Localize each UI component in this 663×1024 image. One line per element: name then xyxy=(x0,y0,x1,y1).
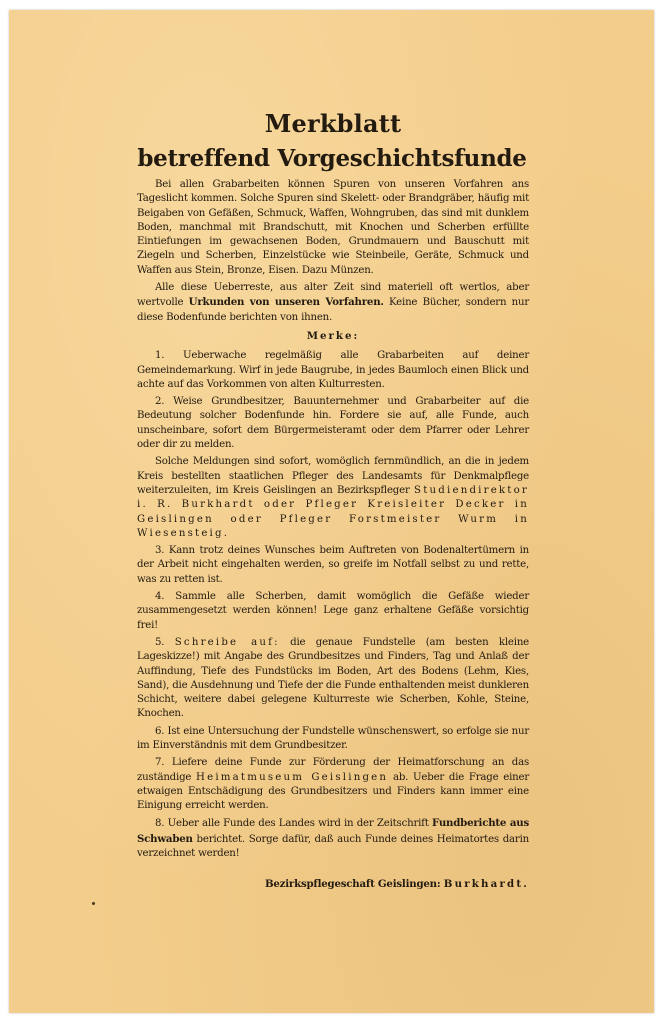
rule-5-text: die genaue Fundstelle (am besten kleine Lageskizze!) mit Angabe des Grundbesitzes und Finders, Tag und Anlaß der Auffindung, Tiefe des Fundstücks im Boden, Art des Bodens (Lehm, Kies, Sand), die Ausdehnung und Tiefe der die Funde enthaltenden meist dunkleren Schicht, weitere dabei gelegene Kulturreste wie Scherben, Kohle, Steine, Knochen. xyxy=(137,636,530,720)
rule-5-emphasis: Schreibe auf: xyxy=(174,636,280,648)
document-sheet xyxy=(9,10,654,1013)
document-body xyxy=(137,110,529,895)
rule-8-text-before: 8. Ueber alle Funde des Landes wird in der Zeitschrift xyxy=(155,818,432,830)
rule-8-text-after: berichtet. Sorge dafür, daß auch Funde deines Heimatortes darin verzeichnet werden! xyxy=(137,833,529,860)
rule-6: 6. Ist eine Untersuchung der Fundstelle wünschenswert, so erfolge sie nur im Einverständnis mit dem Grundbesitzer. xyxy=(137,725,529,751)
contact-persons: Studiendirektor i. R. Burkhardt oder Pfleger Kreisleiter Decker in Geislingen oder Pfleger Forstmeister Wurm in Wiesensteig. xyxy=(137,484,529,539)
rule-2-continuation xyxy=(137,455,529,541)
paper-speck xyxy=(91,901,95,905)
rule-2: 2. Weise Grundbesitzer, Bauunternehmer und Grabarbeiter auf die Bedeutung solcher Bodenfunde hin. Fordere sie auf, alle Funde, auch unscheinbare, sofort dem Bürgermeisteramt oder dem Pfarrer oder Lehrer oder dir zu melden. xyxy=(137,396,529,451)
museum-name: Heimatmuseum Geislingen xyxy=(196,771,389,783)
rule-1: 1. Ueberwache regelmäßig alle Grabarbeiten auf deiner Gemeindemarkung. Wirf in jede Baugrube, in jedes Baumloch einen Blick und achte auf das Vorkommen von alten Kulturresten. xyxy=(137,350,529,390)
journal-name: Fundberichte aus Schwaben xyxy=(137,817,529,845)
rule-7-text-after: ab. Ueber die Frage einer etwaigen Entschädigung des Grundbesitzers und Finders kann immer eine Einigung erreicht werden. xyxy=(137,771,529,812)
rule-5-number: 5. xyxy=(155,636,175,648)
document-title: Merkblatt xyxy=(264,109,402,138)
ancestors-text-before: Alle diese Ueberreste, aus alter Zeit sind materiell oft wertlos, aber wertvolle xyxy=(137,282,529,309)
signature-name: Burkhardt. xyxy=(443,878,529,891)
intro-paragraph: Bei allen Grabarbeiten können Spuren von unseren Vorfahren ans Tageslicht kommen. Solche Spuren sind Skelett- oder Brandgräber, häufig mit Beigaben von Gefäßen, Schmuck, Waffen, Wohngruben, das sind mit dunklem Boden, manchmal mit Brandschutt, mit Knochen und Scherben erfüllte Eintiefungen im gewachsenen Boden, Grundmauern und Bauschutt mit Ziegeln und Scherben, Einzelstücke wie Steinbeile, Geräte, Schmuck und Waffen aus Stein, Bronze, Eisen. Dazu Münzen. xyxy=(137,179,529,276)
ancestors-bold-text: Urkunden von unseren Vorfahren. xyxy=(188,296,384,309)
rule-7-text-before: 7. Liefere deine Funde zur Förderung der Heimatforschung an das zuständige xyxy=(137,757,529,783)
rule-7 xyxy=(137,756,529,813)
rule-4: 4. Sammle alle Scherben, damit womöglich die Gefäße wieder zusammengesetzt werden können! Lege ganz erhaltene Gefäße vorsichtig frei! xyxy=(137,591,529,631)
rule-2-continuation-text: Solche Meldungen sind sofort, womöglich fernmündlich, an die in jedem Kreis bestellten staatlichen Pfleger des Landesamts für Denkmalpflege weiterzuleiten, im Kreis Geislingen an Bezirkspfleger xyxy=(137,456,529,496)
rule-3: 3. Kann trotz deines Wunsches beim Auftreten von Bodenaltertümern in der Arbeit nicht eingehalten werden, so greife im Notfall selbst zu und rette, was zu retten ist. xyxy=(137,545,529,585)
signature-line xyxy=(137,877,529,891)
rule-5 xyxy=(137,636,529,722)
ancestors-paragraph xyxy=(137,281,529,325)
rule-8 xyxy=(137,816,529,861)
merke-heading: Merke: xyxy=(306,329,360,342)
document-subtitle: betreffend Vorgeschichtsfunde xyxy=(137,145,527,172)
signature-label: Bezirkspflegeschaft Geislingen: xyxy=(264,878,441,891)
ancestors-text-after: Keine Bücher, sondern nur diese Bodenfunde berichten von ihnen. xyxy=(137,297,529,323)
